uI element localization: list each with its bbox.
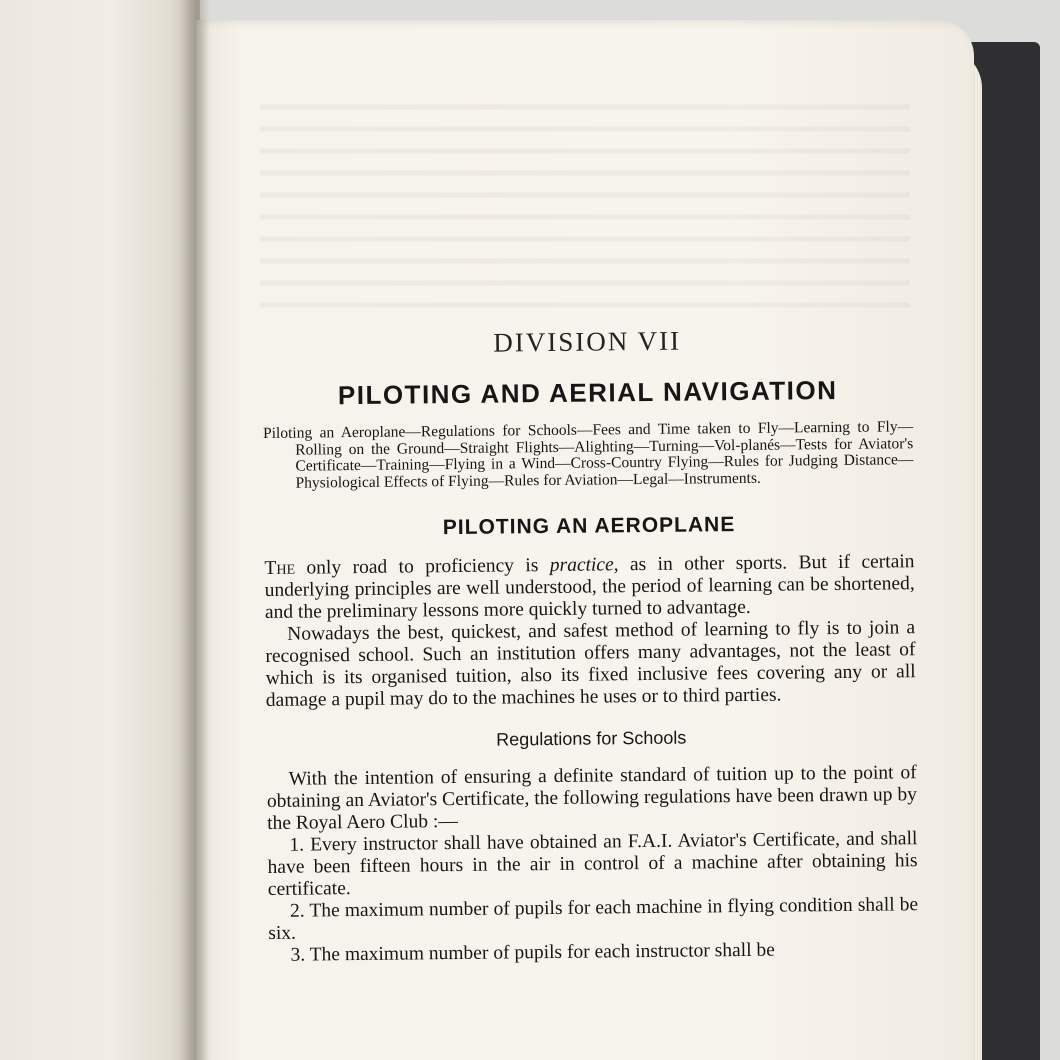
paragraph-1-text-b: , as in other sports. But if certain underlying principles are well understood, the period of learning can be shortened, and the preliminary lessons more quickly turned to advantage. xyxy=(264,551,915,623)
rule-2: 2. The maximum number of pupils for each machine in flying condition shall be six. xyxy=(268,894,919,944)
rule-1: 1. Every instructor shall have obtained an F.A.I. Aviator's Certificate, and shall have been fifteen hours in the air in control of a machine after obtaining his certificate. xyxy=(267,828,918,900)
paragraph-3: With the intention of ensuring a definite standard of tuition up to the point of obtaining an Aviator's Certificate, the following regulations have been drawn up by the Royal Aero Club :— xyxy=(266,762,918,834)
left-page xyxy=(0,0,200,1060)
drop-lead-word: The xyxy=(264,557,296,579)
chapter-title: PILOTING AND AERIAL NAVIGATION xyxy=(337,374,838,411)
chapter-summary: Piloting an Aeroplane—Regulations for Schools—Fees and Time taken to Fly—Learning to Fly—Rolling on the Ground—Straight Flights—Alighting—Turning—Vol-planés—Tests for Aviator's Certificate—Training—Flying in a Wind—Cross-Country Flying—Rules for Judging Distance—Physiological Effects of Flying—Rules for Aviation—Legal—Instruments. xyxy=(262,418,914,492)
paragraph-1 xyxy=(264,551,915,624)
book-gutter xyxy=(180,0,210,1060)
page-text xyxy=(262,323,919,967)
rule-3: 3. The maximum number of pupils for each instructor shall be xyxy=(290,939,775,966)
emphasis-word: practice xyxy=(549,554,614,576)
section-title: PILOTING AN AEROPLANE xyxy=(442,513,736,540)
subsection-title: Regulations for Schools xyxy=(496,727,687,750)
paragraph-1-text-a: only road to proficiency is xyxy=(294,554,550,579)
division-heading: DIVISION VII xyxy=(493,325,682,358)
paragraph-2: Nowadays the best, quickest, and safest method of learning to fly is to join a recognised school. Such an institution offers many advantages, not the least of which is its organised tuition, also its fixed inclusive fees covering any or all damage a pupil may do to the machines he uses or to third parties. xyxy=(265,617,916,711)
show-through-text xyxy=(260,90,910,320)
